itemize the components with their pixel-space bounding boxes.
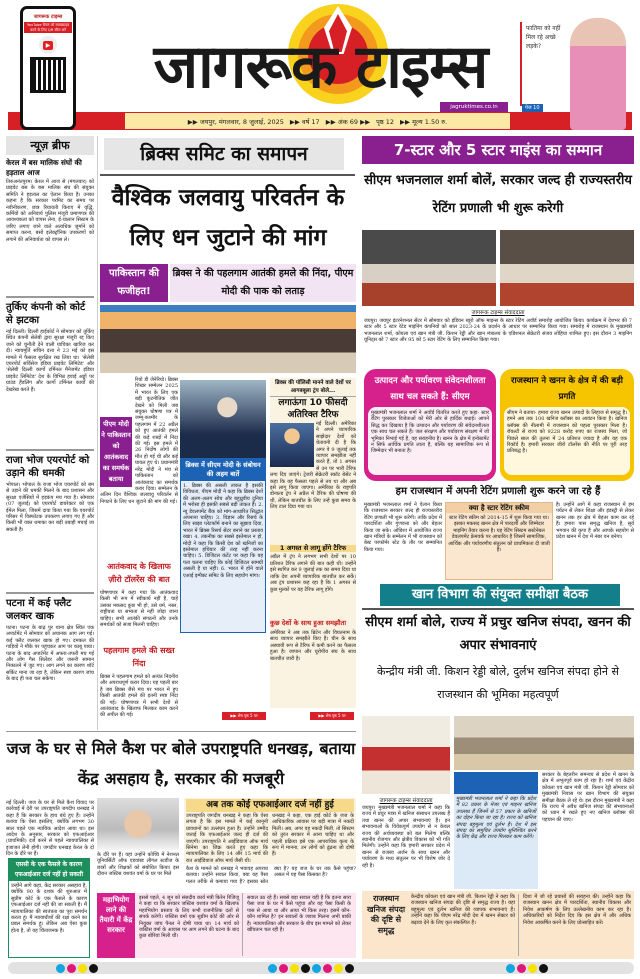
- progress-box-body: सीएम ने बताया- हमारा राज्य खनन उत्पादों के लिहाज से समृद्ध है। हमने अब तक 100 खनिज ब्लॉक्स का आवंटन किया है। खनिज ब्लॉक्स की नीलामी में राजस्थान को पहला पुरस्कार मिला है। रॉयल्टी से राज्य को 9228 करोड़ रुपए का राजस्व मिला, जो पिछले साल की तुलना में 24 प्रतिशत ज्यादा है और यह एक रिकॉर्ड है। हमारी सरकार जीरो टॉलरेंस की नीति पर पूरी तरह प्रतिबद्ध है।: [504, 407, 630, 475]
- brief-body: भोपाल। भोपाल के राजा भोज एयरपोर्ट को बम से उड़ाने की धमकी मिलने के बाद प्रशासन और सुरक्षा एजेंसियों में हड़कंप मच गया है। सोमवार (07 जुलाई) को एयरपोर्ट डायरेक्टर को एक ईमेल मिला, जिसमें दावा किया गया कि एयरपोर्ट परिसर में विस्फोटक उपकरण लगाए गए हैं और किसी भी वक्त धमाका कर बड़ी तबाही मचाई जा सकती है।: [6, 482, 94, 533]
- date-line: ▶▶ जयपुर, मंगलवार, 8 जुलाई, 2025: [187, 117, 284, 126]
- fir-body-3: कैश के मामले को धनखड़ ने भयावह अपराध बताया। उन्होंने सवाल किया, क्या यह पैसा गलत तरीके से कमाया गया है? इसका स्रोत क्या है? यह जज के घर तक कैसे पहुंचा? असल में यह पैसा किसका है?: [186, 866, 356, 885]
- vp-photo-body: के दौरे पर हैं। वहां उन्होंने कोच्चि में नेशनल यूनिवर्सिटी ऑफ एडवांस्ड लीगल स्टडीज के छात्रों और शिक्षकों को संबोधित किया। इस दौरान जस्टिस यशवंत वर्मा के घर पर मिले: [97, 852, 179, 878]
- trump-photo: [270, 423, 314, 467]
- trump-sub1: 1 अगस्त से लागू होंगे टैरिफ: [270, 545, 356, 552]
- brief-item[interactable]: [6, 158, 94, 298]
- impeach-body-2: सवाल उठ रहे हैं। सबसे बड़ा सवाल यही है कि इतना सारा पैसा जज के घर में कैसे पहुंचा और यह पैसा किसी के पास से आया था और आया भी किस तरह। इसमें कौन-कौन शामिल है? इन सवालों के जवाब मिलना अभी बाकी है। न्यायपालिका और सरकार के बीच इस मामले को लेकर खींचतान चल रही है।: [247, 895, 351, 934]
- mines-award-photo-1: [362, 230, 496, 306]
- scheme-body: स्टार रेटिंग स्कीम को 2014-15 में शुरू किया गया था। इसका मकसद खनन क्षेत्र में पारदर्शी और जिम्मेदार माइनिंग तैयार करना है। यह रेटिंग सिस्टम सस्टेनेबल डेवलपमेंट फ्रेमवर्क पर आधारित है जिसमें सामाजिक, आर्थिक और पर्यावरणीय संतुलन को प्राथमिकता दी जाती है।: [448, 515, 550, 554]
- footer-print-strip: [8, 962, 634, 974]
- progress-box-title: राजस्थान ने खनन के क्षेत्र में की बड़ी प्रगति: [510, 376, 624, 402]
- brics-subheadline: ब्रिक्स ने की पहलगाम आतंकी हमले की निंदा, पीएम मोदी की पाक को लताड़: [170, 264, 356, 302]
- review-photo-2: [454, 716, 634, 770]
- brief-title: केरल में बस मालिक संघों की हड़ताल आज: [6, 158, 82, 177]
- mines-banner: 7-स्टार और 5 स्टार माइंस का सम्मान: [362, 136, 634, 164]
- brief-body: तिरुअनंतपुरम। केरल में आज से (मंगलवार) को प्राइवेट बस के बस मालिक संघ की संयुक्त समिति ने हड़ताल का ऐलान किया है। उनका कहना है कि सरकार परमिट का समय पर नवीनीकरण, छात्र रियायती किराए में वृद्धि, कर्मियों को अनिवार्य पुलिस मंजूरी प्रमाणपत्र की आवश्यकता को वापस लेना, ई-चालान सिस्टम के जरिए लगाए जाने वाले अत्यधिक जुर्माने को समाप्त करना, बसों इलेक्ट्रॉनिक उपकरणों को लगाने की अनिवार्यता को वापस ले।: [6, 179, 94, 243]
- qr-code-icon[interactable]: [30, 57, 66, 93]
- review-caption: जागरूक टाइम्स संवाददाता: [379, 798, 433, 804]
- points-body: 1. ब्रिक्स की असली ताकत है इसकी विविधता, पीएम मोदी ने कहा कि ब्रिक्स देशों की अलग-अलग सोच और बहुध्रुवीय दुनिया में भरोसा ही इसकी सबसे बड़ी ताकत है। 2. न्यू डेवलपमेंट बैंक को मांग-आधारित सिद्धांत अपनाना चाहिए। 3. विज्ञान और रिसर्च के लिए साझा प्लेटफॉर्म बनाने का सुझाव दिया, भारत में ब्रिक्स रिसर्च सेंटर बनाने का प्रस्ताव रखा। 4. तकनीक का सबसे इस्तेमाल न हो, मोदी ने कहा कि किसी देश को खनिजों का इस्तेमाल हथियार की तरह नहीं करना चाहिए। 5. डिजिटल कंटेंट पर कहा कि यह पता चलना चाहिए कि कोई डिजिटल सामग्री असली है या नहीं। 6. भारत में होने वाले एआई इम्पैक्ट समिट के लिए सहयोग मांगा।: [183, 483, 263, 579]
- brics-sub2: पहलगाम हमले की सख्त निंदा: [103, 646, 175, 668]
- qr-text: YouTube चैनल को सब्सक्राइब करने के लिए QR स्कैन करें: [24, 22, 72, 33]
- teaser-text: फातिमा को नहीं मिल रहे अच्छे लड़के?: [526, 25, 561, 50]
- fir-box: [184, 798, 356, 864]
- mines-award-photo-2: [500, 230, 634, 306]
- trump-story: [270, 378, 356, 708]
- brics-sub1: आतंकवाद के खिलाफ ज़ीरो टॉलरेंस की बात: [107, 562, 171, 584]
- fir-body-1: उपराष्ट्रपति जगदीप धनखड़ ने कहा कि ऐसा लगता है कि इस मामले में कई कानूनी प्रावधानों का उल्लंघन हुआ है। उन्होंने उम्मीद जताई कि एफआईआर जल्द ही दर्ज की जाएगी। उपराष्ट्रपति ने आईडियाज ऑफ मार्च सिनेमा का जिक्र करते हुए कहा कि न्यायपालिका के लिए 14 और 15 मार्च की रात आईडियाज ऑफ मार्च जैसी थी।: [186, 813, 268, 864]
- modi-points-box: [180, 458, 266, 633]
- pages: पृष्ठ 12: [376, 117, 394, 126]
- price: ▶▶ मूल्य 1.50 रु.: [400, 117, 448, 126]
- brics-sub2-body: ब्रिक्स ने पहलगाम हमले को अत्यंत निंदनीय और अपराधपूर्ण करार दिया। यह पहली बार है जब ब्रिक्स जैसे मंच पर भारत में हुए किसी आतंकी हमले की इतनी स्पष्ट निंदा की गई। घोषणापत्र में सभी देशों से आतंकवाद के खिलाफ मिलकर काम करने की अपील की गई।: [100, 674, 178, 719]
- brics-kicker: ब्रिक्स समिट का समापन: [104, 138, 344, 170]
- mines-headline: सीएम भजनलाल शर्मा बोलें, सरकार जल्द ही राज्यस्तरीय रेटिंग प्रणाली भी शुरू करेगी: [364, 173, 632, 216]
- brief-item[interactable]: [6, 454, 94, 594]
- continued-tag[interactable]: ▶▶ शेष पृष्ठ 5 पर: [310, 712, 354, 720]
- vp-photo: [97, 798, 179, 850]
- trump-body: नई दिल्ली। अमेरिका ने अपने व्यापारिक साझेदार देशों को चेतावनी दी है कि अगर वे 9 जुलाई तक व्यापार समझौता नहीं करते हैं, तो 1 अगस्त से उन पर भारी टैरिफ लगा दिए जाएंगे। ट्रेजरी सेक्रेटरी स्कॉट बेसेंट ने कहा कि यह फैसला पहले से तय था और अब इसे लागू किया जाएगा। अमेरिका के राष्ट्रपति डोनाल्ड ट्रंप ने अप्रैल में टैरिफ की घोषणा की थी, लेकिन बातचीत के लिए उन्हें कुछ समय के लिए टाल दिया गया था।: [270, 421, 356, 511]
- review-body-right: सरकार के बेहतरीन समन्वय से प्रदेश में खनन के क्षेत्र में अभूतपूर्व काम हो रहा है। शर्मा एवं केंद्रीय कोयला एवं खान मंत्री जी. किशन रेड्डी सोमवार को मुख्यमंत्री निवास पर खान विभाग की संयुक्त समीक्षा बैठक ले रहे थे। इस दौरान मुख्यमंत्री ने कहा कि राज्य में अवैध खनिज संपदा की संभावनाओं को ध्यान में रखते हुए नए खनिज ब्लॉक्स की पहचान की जाए।: [542, 772, 634, 823]
- mines-body: जयपुर। जयपुर इंटरनेशनल सेंटर में सोमवार को इंडियन ब्यूरो ऑफ माइन्स के स्टार रेटिंग अवॉर्ड समारोह आयोजित किया। कार्यक्रम में देशभर की 7 स्टार और 5 स्टार रेटेड माइनिंग कंपनियों को साल 2023-24 के प्रदर्शन के आधार पर सम्मानित किया गया। समारोह में राजस्थान के मुख्यमंत्री भजनलाल शर्मा, कोयला एवं खान मंत्री जी. किशन रेड्डी और खान मंत्रालय के एडिशनल सेक्रेटरी संजय लोहिया शामिल हुए। इस दौरान 3 माइनिंग यूनिट्स को 7 स्टार और 95 को 5 स्टार रेटिंग के लिए सम्मानित किया गया।: [364, 318, 632, 344]
- fir-title: अब तक कोई एफआईआर दर्ज नहीं हुई: [186, 799, 354, 812]
- trump-kicker: ब्रिक्स की पॉलिसी मानने वाले देशों पर आगबबूला ट्रंप बोले...: [270, 378, 356, 397]
- sc-title: एससी के एक फैसले के कारण एफआईआर दर्ज नहीं हो सकती: [9, 859, 89, 881]
- trump-sub2: कुछ देशों के साथ हुआ समझौता: [270, 619, 347, 628]
- trump-headline: लगाऊंगा 10 फीसदी अतिरिक्त टैरिफ: [278, 398, 348, 420]
- teaser[interactable]: [520, 8, 632, 130]
- news-brief-header: न्यूज़ ब्रीफ: [6, 136, 94, 155]
- newspaper-title: जागरूक टाइम्स: [153, 32, 488, 102]
- qr-brand: जागरूक टाइम्स: [33, 14, 63, 20]
- review-blue-box: [454, 772, 538, 889]
- brics-headline: वैश्विक जलवायु परिवर्तन के लिए धन जुटाने की मांग: [111, 185, 345, 251]
- scheme-title: क्या है स्टार रेटिंग स्कीम: [446, 503, 552, 513]
- blue-box-body: मुख्यमंत्री भजनलाल शर्मा ने कहा कि प्रदेश में 82 प्रकार के मेजर एवं माइनर खनिज उपलब्ध हैं जिनमें से 57 प्रकार के खनिजों का दोहन किया जा रहा है। राज्य को खनिज संपदा बहुमूल्य एवं दुर्लभ है। देश में इस संपदा का समुचित उपयोग सुनिश्चित करने के लिए केंद्र और राज्य मिलकर काम करेंगे।: [456, 796, 536, 841]
- review-photo-1: [362, 716, 450, 794]
- year: ▶▶ वर्ष 17: [289, 117, 320, 126]
- vp-body: नई दिल्ली। जज के घर से मिले कैश विवाद पर कार्रवाई में देरी पर उपराष्ट्रपति जगदीप धनखड़ ने कहा है कि सरकार के हाथ बंधे हुए हैं। उन्होंने बताया कि ऐसा इसलिए, क्योंकि लगभग 30 साल पहले एक न्यायिक आदेश आया था। इस आदेश के अनुसार, सरकार को एफआईआर (प्राथमिकी) दर्ज करने से पहले न्यायपालिका से इजाजत लेनी होगी। जगदीप धनखड़ केरल के दो दिन के दौरे पर हैं।: [6, 800, 94, 858]
- news-brief-column: [6, 136, 98, 730]
- vp-headline: जज के घर से मिले कैश पर बोले उपराष्ट्रपति धनखड़, बताया केंद्र असहाय है, सरकार की मजबूरी: [6, 739, 356, 788]
- impeach-label: महाभियोग लाने की तैयारी में केंद्र सरकार: [97, 893, 135, 958]
- cm-box-title: उत्पादन और पर्यावरण संवेदनशीलता साथ चल सकते हैं: सीएम: [374, 376, 486, 402]
- brics-sub1-body: घोषणापत्र में कहा गया कि आतंकवाद किसी भी रूप में स्वीकार्य नहीं है, चाहे उसका मकसद कुछ भी हो, उसे धर्म, नस्ल, राष्ट्रीयता या सभ्यता से नहीं जोड़ा जाना चाहिए। सभी आतंकी संगठनों और उनके समर्थकों को सजा मिलनी चाहिए।: [100, 590, 178, 629]
- impeach-body-1: इससे पहले, 4 जून को संसदीय कार्य मंत्री किरेन रिजिजू ने कहा था कि सरकार जस्टिस यशवंत वर्मा के खिलाफ महाभियोग प्रस्ताव के लिए सभी राजनीतिक दलों से संपर्क करेगी। जस्टिस वर्मा एक सुप्रीम कोर्ट की ओर से नियुक्त जांच पैनल ने दोषी पाया था। 14 मार्च को जस्टिस वर्मा के आवास पर आग लगने की घटना के बाद कुछ बोरियां मिली थीं।: [139, 893, 243, 956]
- youtube-icon[interactable]: ▶: [39, 36, 57, 54]
- brief-title: राजा भोज एयरपोर्ट को उड़ाने की धमकी: [6, 455, 90, 479]
- date-strip: [125, 113, 510, 129]
- qr-promo[interactable]: [20, 6, 76, 130]
- continued-tag[interactable]: ▶▶ शेष पृष्ठ 5 पर: [222, 712, 266, 720]
- cm-box-body: मुख्यमंत्री भजनलाल शर्मा ने अवॉर्ड वितरित करते हुए कहा- स्टार रेटिंग पुरस्कार विजेताओं को मेरी ओर से हार्दिक बधाई। आपने सिद्ध कर दिखाया है कि उत्पादन और पर्यावरण की संवेदनशीलता एक साथ चल सकते हैं। जल संरक्षण और पर्यावरण संरक्षण में जो भूमिका निभाई गई है, वह सराहनीय है। खनन के क्षेत्र में इन्वेस्टमेंट न सिर्फ आर्थिक प्रगति लाता है, बल्कि यह सामाजिक रूप से जिम्मेदार भी बनाता है।: [368, 407, 492, 475]
- rating-col-1: मुख्यमंत्री भजनलाल शर्मा ने ऐलान किया कि राजस्थान सरकार जल्द ही राज्यस्तरीय रेटिंग प्रणाली भी शुरू करेगी। ताकि प्रदेश में पारदर्शिता और गुणवत्ता को और बेहतर किया जा सके। ओडिशा में आयोजित राज्य खान मंत्रियों के सम्मेलन में भी राजस्थान को बेस्ट परफॉर्मर स्टेट के तौर पर सम्मानित किया गया।: [364, 502, 442, 553]
- brics-body: रियो डी जेनेरियो। ब्रिक्स शिखर सम्मेलन 2025 में भारत के लिए एक बड़ी कूटनीतिक जीत देखने को मिली जब संयुक्त घोषणा पत्र में जम्मू-कश्मीर के पहलगाम में 22 अप्रैल को हुए आतंकी हमले की कड़े शब्दों में निंदा की गई। इस हमले में 26 निर्दोष लोगों की मौत हो गई थी और कई घायल हुए थे। प्रधानमंत्री नरेंद्र मोदी ने मंच से पाकिस्तान को आतंकवाद का समर्थक करार दिया। सम्मेलन के अंतिम दिन वैश्विक जलवायु परिवर्तन से निपटने के लिए धन जुटाने की मांग की गई।: [100, 377, 178, 505]
- website[interactable]: jagruktimes.co.in: [440, 102, 508, 112]
- modi-photo: [180, 380, 266, 458]
- brief-item[interactable]: [6, 597, 94, 727]
- brics-body-area: [100, 377, 178, 557]
- mines-caption: जागरूक टाइम्स संवाददाता: [471, 310, 525, 316]
- rich-state-body-2: दिशा में जो रहे प्रयासों की सराहना की। उन्होंने कहा कि राजस्थान खनन क्षेत्र में पारदर्शिता, स्थानीय विकास और निवेश आकर्षण के लिए उल्लेखनीय काम कर रहा है। अधिकारियों को निर्देश दिए कि इस क्षेत्र में और अधिक निवेश आकर्षित करने के लिए प्रोत्साहित करें।: [523, 894, 631, 926]
- impeach-box: [97, 893, 356, 958]
- teaser-photo: [570, 18, 626, 130]
- brief-body: नई दिल्ली। दिल्ली हाईकोर्ट ने सोमवार को तुर्किए स्थित कंपनी सेलेबी द्वारा सुरक्षा मंजूरी रद्द किए जाने को चुनौती देने वाली याचिका खारिज कर दी। न्यायमूर्ति सचिन दत्ता ने 23 मई को इस मामले में फैसला सुरक्षित रख लिया था। 'सेलेबी एयरपोर्ट सर्विसेज इंडिया प्राइवेट लिमिटेड' और 'सेलेबी दिल्ली कार्गो टर्मिनल मैनेजमेंट इंडिया प्राइवेट लिमिटेड' देश के विभिन्न हवाई अड्डों पर ग्राउंड हैंडलिंग और कार्गो टर्मिनल कार्यों की देखरेख करते हैं।: [6, 329, 94, 393]
- brief-body: पटना। पटना के बाढ़ पुर थाना क्षेत्र स्थित एक अपार्टमेंट में सोमवार को अचानक आग लग गई। कई फ्लैट जलकर खाक हो गए। दमकल की गाड़ियों ने मौके पर पहुंचकर आग पर काबू पाया। पटना के बाद अपार्टमेंट में अफरा-तफरी मच गई और लोग गैस सिलेंडर और जरूरी सामान निकालने में जुट गए। आग लगने का कारण शॉर्ट सर्किट माना जा रहा है, लेकिन स्पष्ट कारण जांच के बाद ही पता चल सकेगा।: [6, 625, 94, 683]
- review-headline: सीएम शर्मा बोले, राज्य में प्रचुर खनिज संपदा, खनन की अपार संभावनाएं: [365, 615, 631, 653]
- rating-headline: हम राजस्थान में अपनी रेटिंग प्रणाली शुरू करने जा रहे हैं: [395, 486, 601, 497]
- teaser-page: पेज 10: [522, 104, 543, 112]
- rich-state-title: राजस्थान खनिज संपदा की दृष्टि से समृद्ध: [366, 894, 406, 935]
- points-title: ब्रिक्स में सीएम मोदी के संबोधन की अहम बातें: [181, 459, 265, 481]
- trump-sub1-body: अप्रैल में ट्रंप ने लगभग सभी देशों पर 10 प्रतिशत टैरिफ लगाने की बात कही थी। उन्होंने इसे स्थगित कर 9 जुलाई तक का समय दिया था ताकि देश अपनी व्यापारिक बातचीत कर सकें। अब ट्रंप प्रशासन कह रहा है कि 1 अगस्त से कुछ मुल्कों पर यह टैरिफ लागू होंगे।: [270, 554, 356, 593]
- review-subheadline: केन्द्रीय मंत्री जी. किशन रेड्डी बोले, दुर्लभ खनिज संपदा होने से राजस्थान की भूमिका महत्वपूर्ण: [377, 665, 619, 701]
- brics-label: पाकिस्तान की फजीहत!: [100, 264, 168, 302]
- brief-title: तुर्किए कंपनी को कोर्ट से झटका: [6, 302, 86, 326]
- sc-body: उन्होंने आगे कहा, केंद्र सरकार असहाय है, क्योंकि 90 के दशक की शुरुआत में सुप्रीम कोर्ट के एक फैसले के कारण एफआईआर दर्ज नहीं की जा सकती है। मैं न्यायपालिका की स्वतंत्रता का पूरा समर्थन करता हूं। मैं न्यायाधीशों की रक्षा करने का प्रबल समर्थक हूं। लेकिन अब ऐसा कुछ होता है, तो यह चिंताजनक है।: [11, 883, 87, 934]
- review-banner: खान विभाग की संयुक्त समीक्षा बैठक: [380, 584, 620, 606]
- issue: ▶▶ अंक 69 ▶▶: [325, 117, 371, 126]
- rating-col-3: है। उन्होंने आगे में कहा राजस्थान में हम पर्यटन से लेकर शिक्षा और इंडस्ट्री से लेकर खनन तक हर क्षेत्र में बेहतर काम कर रहे हैं। हमारा पास समृद्ध खनिज है, सूर्य भगवान की कृपा है और आपके सहयोग से प्रदेश खनन में देश में नंबर वन बनेगा।: [556, 502, 634, 541]
- rich-state-box: [362, 891, 634, 959]
- sc-box: [8, 858, 90, 958]
- fir-body-2: धनखड़ ने कहा, एक हाई कोर्ट के जज के आधिकारिक आवास पर बड़ी मात्रा में नकदी मिली। अब, अगर वह नकदी मिली, तो सिस्टम को तुरंत सरकार में आना चाहिए था और पहली प्रक्रिया इसे एक आपराधिक कृत्य के रूप में मानना, उन लोगों को ढूंढना जो दोषी हैं।: [272, 813, 354, 858]
- rich-state-body-1: केन्द्रीय कोयला एवं खान मंत्री जी. किशन रेड्डी ने कहा कि राजस्थान खनिज संपदा की दृष्टि से समृद्ध राज्य है। यहां बहुमूल्य एवं दुर्लभ खनिज की व्यापक संभावनाएं हैं। उन्होंने कहा कि पीएम नरेंद्र मोदी देश में खनन सेक्टर को बढ़ावा देने के लिए कृत संकल्पित हैं।: [411, 894, 519, 956]
- cm-box: [364, 369, 496, 481]
- scheme-box: [445, 502, 553, 580]
- review-body-left: जयपुर। मुख्यमंत्री भजनलाल शर्मा ने कहा कि राज्य में प्रचुर मात्रा में खनिज संसाधन उपलब्ध हैं तथा खनन की अपार संभावनाएं हैं। इन संभावनाओं के विवेकपूर्ण उपयोग से न केवल राज्य की अर्थव्यवस्था को बल मिलेगा बल्कि स्थानीय रोजगार और क्षेत्रीय विकास को भी गति मिलेगी। उन्होंने कहा कि हमारी सरकार प्रदेश में खनन से राजस्व अर्जन के साथ खनन और पर्यावरण के मध्य संतुलन पर भी विशेष जोर दे रही है।: [362, 805, 450, 869]
- side-box: पीएम मोदी ने पाकिस्तान को आतंकवाद का समर्थक बताया: [100, 417, 132, 487]
- brief-title: पटना में कई फ्लैट जलकर खाक: [6, 598, 72, 622]
- trump-sub2-body: अमेरिका ने अब तक ब्रिटेन और वियतनाम के साथ व्यापार समझौते किए हैं। चीन के साथ अस्थायी रूप से टैरिफ में कमी करने का फैसला हुआ है। जापान और यूरोपीय संघ के साथ बातचीत जारी है।: [270, 629, 356, 662]
- progress-box: [500, 369, 634, 481]
- brief-item[interactable]: [6, 301, 94, 451]
- brics-summit-photo: [100, 305, 356, 373]
